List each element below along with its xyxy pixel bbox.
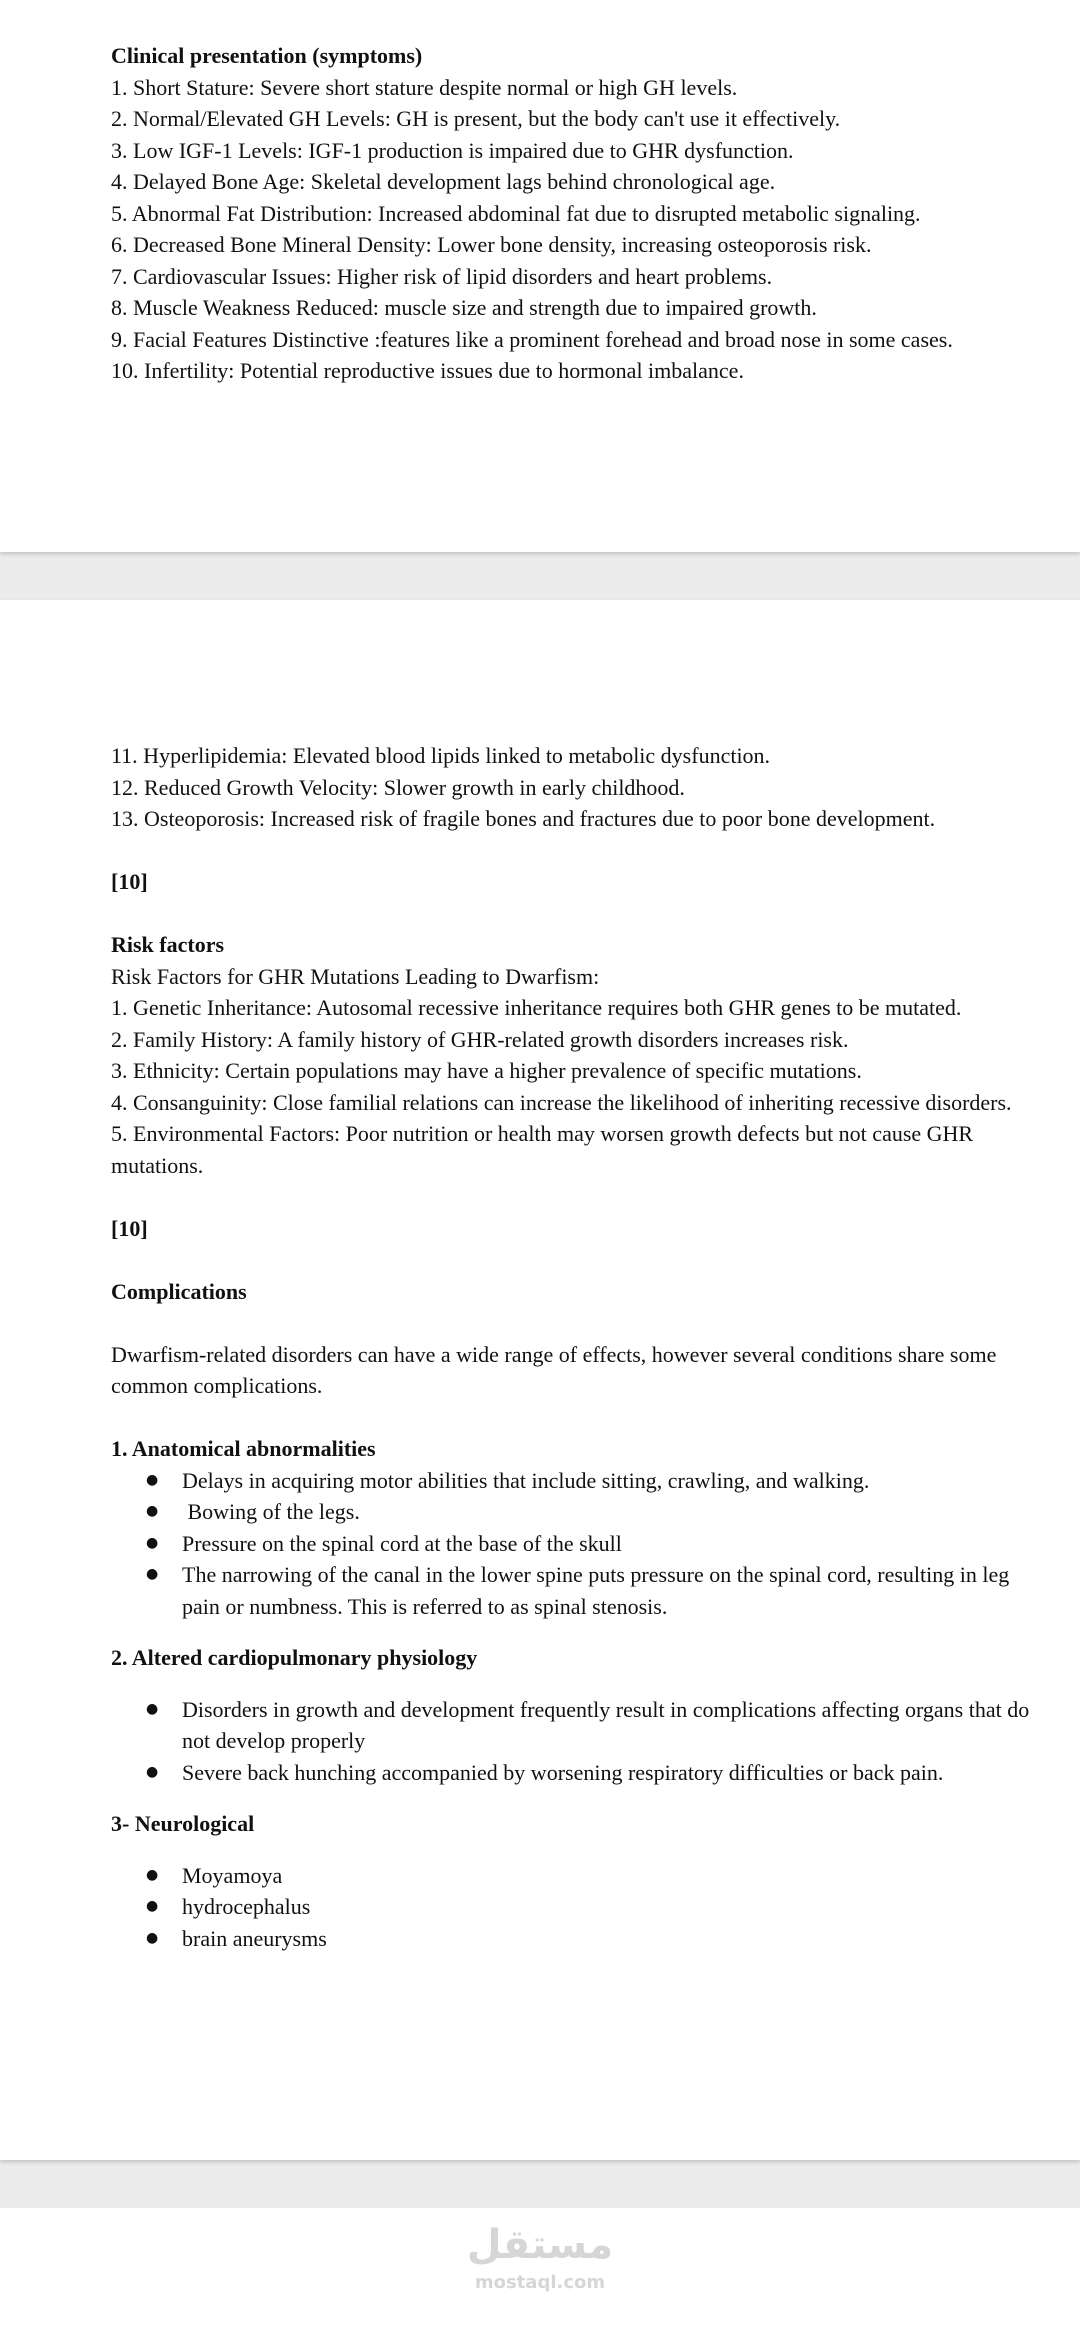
mostaql-logo: مستقل bbox=[466, 2222, 614, 2268]
page-1-content bbox=[111, 40, 1040, 387]
symptoms-heading: Clinical presentation (symptoms) bbox=[111, 43, 423, 68]
section-title-anatomical: 1. Anatomical abnormalities bbox=[111, 1436, 376, 1461]
complications-heading: Complications bbox=[111, 1278, 247, 1304]
bullet-item: ● Pressure on the spinal cord at the base of the skull bbox=[182, 1528, 1040, 1560]
symptom-item: 9. Facial Features Distinctive :features like a prominent forehead and broad nose in some cases. bbox=[111, 326, 953, 352]
symptom-item: 7. Cardiovascular Issues: Higher risk of lipid disorders and heart problems. bbox=[111, 263, 773, 289]
section-title-neurological: 3- Neurological bbox=[111, 1811, 255, 1836]
risk-factors-heading: Risk factors bbox=[111, 932, 225, 957]
document-page-2 bbox=[0, 600, 1080, 2160]
risk-factor-item: 1. Genetic Inheritance: Autosomal recessive inheritance requires both GHR genes to be mutated. bbox=[111, 995, 962, 1020]
cardiopulmonary-bullet-list bbox=[111, 1694, 1040, 1789]
risk-factor-item: 2. Family History: A family history of GHR-related growth disorders increases risk. bbox=[111, 1026, 849, 1052]
symptom-item: 13. Osteoporosis: Increased risk of fragile bones and fractures due to poor bone development. bbox=[111, 806, 936, 831]
bullet-item: ● brain aneurysms bbox=[182, 1923, 1040, 1955]
complications-intro: Dwarfism-related disorders can have a wide range of effects, however several conditions share some common complications. bbox=[111, 1341, 997, 1398]
reference-marker: [10] bbox=[111, 869, 148, 894]
risk-factors-intro: Risk Factors for GHR Mutations Leading to Dwarfism: bbox=[111, 963, 600, 989]
risk-factor-item: 5. Environmental Factors: Poor nutrition or health may worsen growth defects but not cause GHR mutations. bbox=[111, 1121, 974, 1178]
risk-factor-item: 4. Consanguinity: Close familial relations can increase the likelihood of inheriting recessive disorders. bbox=[111, 1089, 1012, 1115]
symptom-item: 6. Decreased Bone Mineral Density: Lower bone density, increasing osteoporosis risk. bbox=[111, 232, 872, 257]
bullet-item: ● Severe back hunching accompanied by worsening respiratory difficulties or back pain. bbox=[182, 1757, 1040, 1789]
mostaql-url: mostaql.com bbox=[474, 2272, 606, 2293]
symptom-item: 8. Muscle Weakness Reduced: muscle size and strength due to impaired growth. bbox=[111, 295, 817, 320]
bullet-item: ● Bowing of the legs. bbox=[182, 1496, 1040, 1528]
document-page-1 bbox=[0, 0, 1080, 552]
page-2-content bbox=[111, 740, 1040, 1954]
symptom-item: 3. Low IGF-1 Levels: IGF-1 production is impaired due to GHR dysfunction. bbox=[111, 137, 794, 163]
bullet-item: ● Moyamoya bbox=[182, 1860, 1040, 1892]
symptom-item: 2. Normal/Elevated GH Levels: GH is present, but the body can't use it effectively. bbox=[111, 106, 841, 131]
symptom-item: 1. Short Stature: Severe short stature despite normal or high GH levels. bbox=[111, 74, 738, 100]
anatomical-bullet-list bbox=[111, 1465, 1040, 1623]
bullet-item: ● Disorders in growth and development frequently result in complications affecting organs that do not develop properly bbox=[182, 1694, 1040, 1757]
symptom-item: 11. Hyperlipidemia: Elevated blood lipids linked to metabolic dysfunction. bbox=[111, 743, 771, 768]
symptom-item: 4. Delayed Bone Age: Skeletal development lags behind chronological age. bbox=[111, 169, 776, 194]
bullet-item: ● hydrocephalus bbox=[182, 1891, 1040, 1923]
symptom-item: 10. Infertility: Potential reproductive issues due to hormonal imbalance. bbox=[111, 358, 744, 383]
bullet-item: ● Delays in acquiring motor abilities that include sitting, crawling, and walking. bbox=[182, 1465, 1040, 1497]
bullet-item: ● The narrowing of the canal in the lower spine puts pressure on the spinal cord, resulting in leg pain or numbness. This is referred to as spinal stenosis. bbox=[182, 1559, 1040, 1622]
section-title-cardiopulmonary: 2. Altered cardiopulmonary physiology bbox=[111, 1645, 478, 1670]
neurological-bullet-list bbox=[111, 1860, 1040, 1955]
reference-marker: [10] bbox=[111, 1215, 148, 1241]
symptom-item: 5. Abnormal Fat Distribution: Increased abdominal fat due to disrupted metabolic signaling. bbox=[111, 200, 921, 226]
symptom-item: 12. Reduced Growth Velocity: Slower growth in early childhood. bbox=[111, 774, 685, 800]
risk-factor-item: 3. Ethnicity: Certain populations may have a higher prevalence of specific mutations. bbox=[111, 1058, 862, 1083]
